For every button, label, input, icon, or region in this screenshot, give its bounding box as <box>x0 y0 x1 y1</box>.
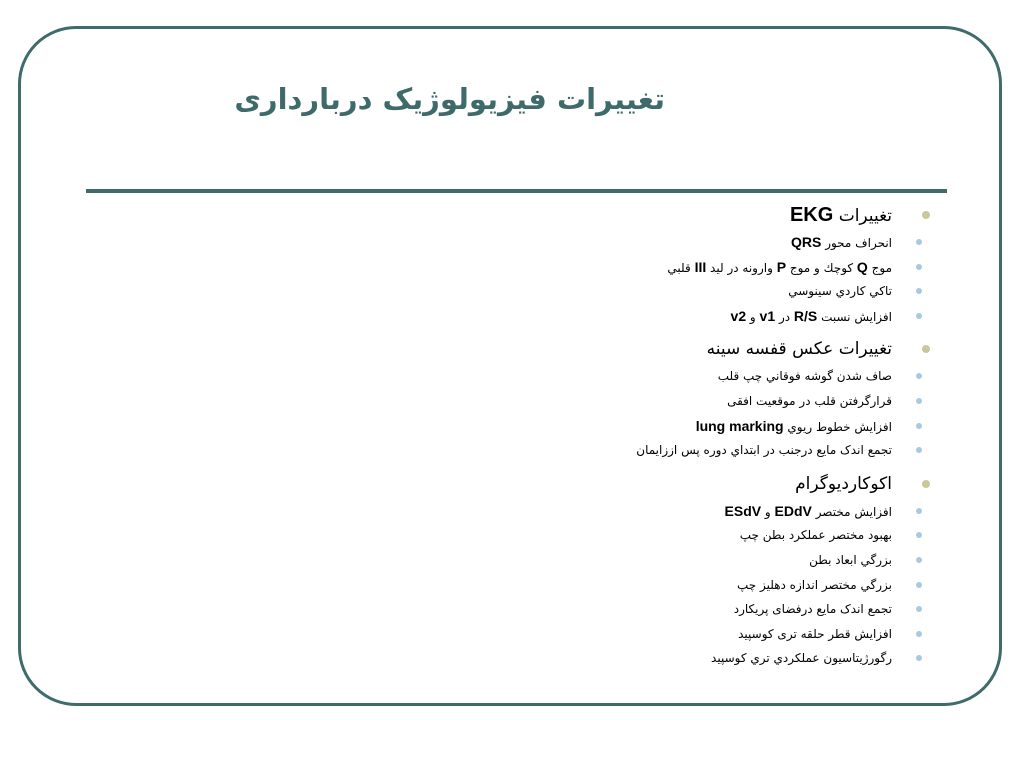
item-text: lung marking <box>695 417 784 434</box>
item-text: افزايش خطوط ريوي <box>783 419 892 434</box>
item-text: بهبود مختصر عملكرد بطن چپ <box>739 528 892 543</box>
list-item <box>172 230 892 255</box>
item-text: و <box>761 504 775 519</box>
item-text: در <box>775 309 794 324</box>
bullet-dot-icon <box>922 480 930 488</box>
item-text: بزرگي مختصر اندازه دهليز چپ <box>736 577 892 592</box>
bullet-dot-icon <box>916 423 922 429</box>
title-divider <box>86 189 947 193</box>
item-text: تجمع اندک مايع درجنب در ابتداي دوره پس اززايمان <box>636 443 892 458</box>
item-text: و <box>746 309 760 324</box>
item-text: III <box>694 258 707 275</box>
sub-list <box>172 499 892 671</box>
sub-list <box>172 364 892 462</box>
bullet-dot-icon <box>916 508 922 514</box>
list-item <box>172 279 892 304</box>
item-text: v2 <box>730 307 747 324</box>
item-text: قرارگرفتن قلب در موقعيت افقی <box>727 393 892 408</box>
bullet-dot-icon <box>916 398 922 404</box>
list-item <box>172 646 892 671</box>
list-item <box>172 255 892 280</box>
bullet-dot-icon <box>916 239 922 245</box>
list-item <box>172 389 892 414</box>
item-text: تجمع اندک مايع درفضاى پريكارد <box>733 602 892 617</box>
list-item <box>172 438 892 463</box>
item-text: بزرگي ابعاد بطن <box>809 552 892 567</box>
section-heading <box>172 334 892 364</box>
list-item <box>172 304 892 329</box>
list-item <box>172 597 892 622</box>
item-text: افزايش قطر حلقه ترى كوسپيد <box>738 626 892 641</box>
item-text: R/S <box>793 307 818 324</box>
slide-title: تغییرات فیزیولوژیک درباردارى <box>234 82 665 116</box>
item-text: QRS <box>791 234 822 250</box>
item-text: صاف شدن گوشه فوقاني چپ قلب <box>717 369 892 384</box>
bullet-dot-icon <box>916 313 922 319</box>
list-item <box>172 622 892 647</box>
section <box>172 334 892 468</box>
list-item <box>172 523 892 548</box>
list-item <box>172 499 892 524</box>
section <box>172 200 892 334</box>
item-text: افزايش مختصر <box>811 504 892 519</box>
item-text: افزايش نسبت <box>817 309 892 324</box>
bullet-dot-icon <box>922 211 930 219</box>
item-text: موج <box>867 260 892 275</box>
bullet-dot-icon <box>916 557 922 563</box>
section <box>172 469 892 671</box>
heading-text: تغييرات عكس قفسه سينه <box>706 339 892 360</box>
item-text: v1 <box>759 307 776 324</box>
sub-list <box>172 230 892 328</box>
item-text: وارونه در ليد <box>706 260 777 275</box>
item-text: كوچك و موج <box>786 260 857 275</box>
section-heading <box>172 200 892 230</box>
bullet-dot-icon <box>916 631 922 637</box>
item-text: تاكي كاردي سينوسي <box>788 284 892 299</box>
item-text: EDdV <box>774 502 812 519</box>
item-text: قلبي <box>667 260 695 275</box>
list-item <box>172 414 892 439</box>
item-text: انحراف محور <box>821 236 892 250</box>
item-text: P <box>776 258 787 275</box>
heading-text: تغييرات <box>833 206 892 226</box>
bullet-dot-icon <box>916 264 922 270</box>
heading-text: اكوكارديوگرام <box>795 473 892 494</box>
heading-text: EKG <box>789 204 834 226</box>
list-item <box>172 364 892 389</box>
item-text: رگورژيتاسيون عملكردي تري كوسپيد <box>711 651 892 666</box>
bullet-dot-icon <box>916 582 922 588</box>
list-item <box>172 573 892 598</box>
item-text: Q <box>856 258 868 275</box>
list-item <box>172 548 892 573</box>
item-text: ESdV <box>724 502 762 519</box>
section-heading <box>172 469 892 499</box>
bullet-list <box>172 200 892 671</box>
